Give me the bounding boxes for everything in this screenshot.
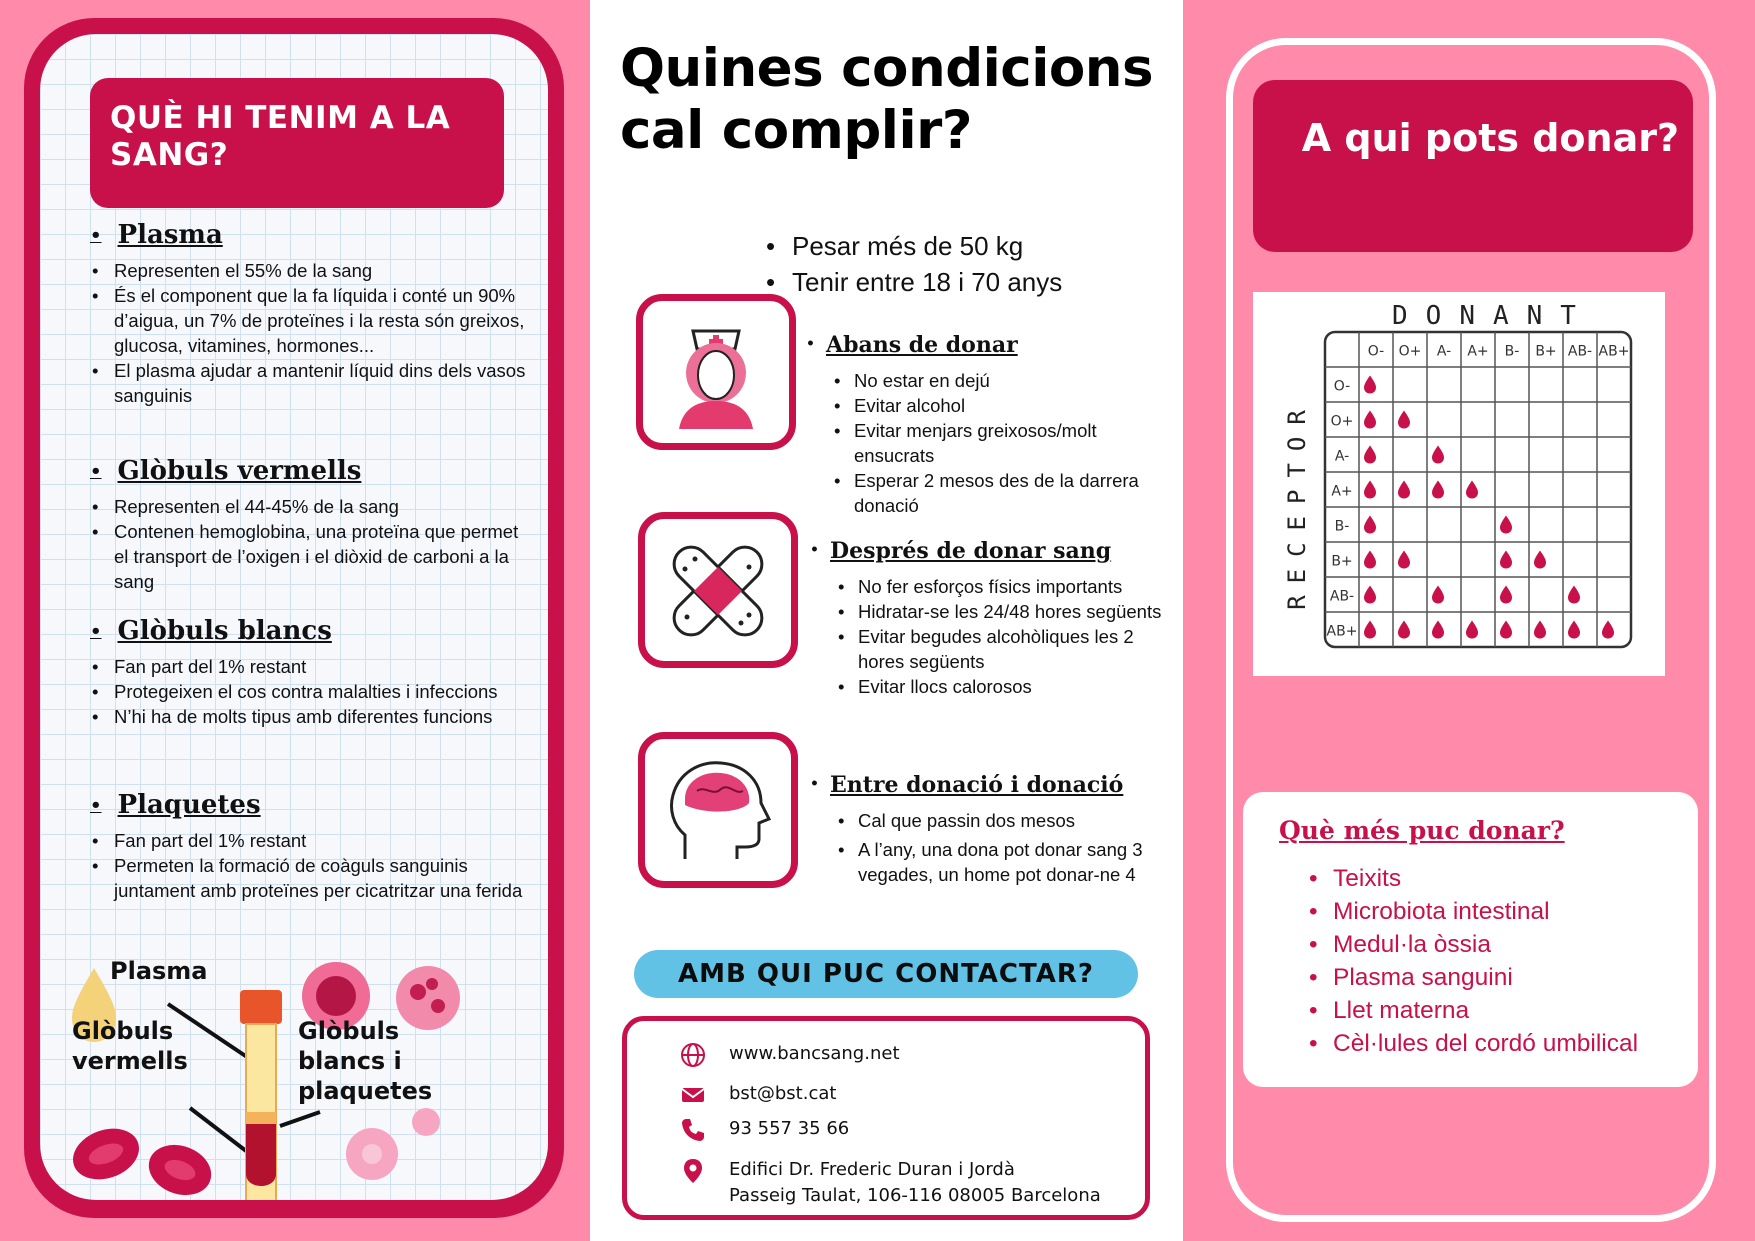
section-red-cells xyxy=(90,456,530,594)
contact-title: AMB QUI PUC CONTACTAR? xyxy=(634,950,1138,998)
blood-drop-mark xyxy=(1432,446,1444,464)
blood-drop-mark xyxy=(1534,551,1546,569)
right-title: A qui pots donar? xyxy=(1301,116,1679,160)
donor-type-label: A- xyxy=(1436,343,1452,360)
list-item: • Evitar llocs calorosos xyxy=(836,674,1176,699)
right-panel xyxy=(1183,0,1755,1241)
donor-type-label: AB+ xyxy=(1598,343,1630,360)
middle-title: Quines condicions cal complir? xyxy=(620,38,1154,161)
list-item: • Evitar alcohol xyxy=(832,393,1172,418)
receiver-label: RECEPTOR xyxy=(1283,398,1311,610)
blood-drop-mark xyxy=(1466,621,1478,639)
blood-drop-mark xyxy=(1364,621,1376,639)
section-plasma xyxy=(90,220,530,408)
receiver-type-label: AB+ xyxy=(1326,623,1358,640)
blood-drop-mark xyxy=(1534,621,1546,639)
left-inner xyxy=(40,34,548,1200)
contact-phone[interactable]: 93 557 35 66 xyxy=(729,1118,850,1139)
list-item: • Medul·la òssia xyxy=(1333,928,1638,961)
nurse-icon-box xyxy=(636,294,796,450)
contact-web-row[interactable] xyxy=(679,1041,900,1069)
receiver-type-label: A+ xyxy=(1331,483,1353,500)
donor-type-label: O- xyxy=(1367,343,1385,360)
donor-type-label: B- xyxy=(1504,343,1520,360)
list-item: • Permeten la formació de coàguls sanguinis juntament amb proteïnes per cicatritzar una ferida xyxy=(90,853,530,903)
list-item: • Protegeixen el cos contra malalties i infeccions xyxy=(90,679,530,704)
brain-head-icon xyxy=(645,739,791,881)
list-item: • És el component que la fa líquida i conté un 90% d’aigua, un 7% de proteïnes i la resta són greixos, glucosa, vitamines, hormones... xyxy=(90,283,530,358)
more-box xyxy=(1243,792,1698,1087)
label-plasma: Plasma xyxy=(110,957,208,985)
list-item: • Teixits xyxy=(1333,862,1638,895)
blood-drop-mark xyxy=(1364,481,1376,499)
blood-drop-mark xyxy=(1500,516,1512,534)
section-between xyxy=(816,772,1176,887)
list-item: • No estar en dejú xyxy=(832,368,1172,393)
section-before xyxy=(812,332,1172,518)
list-item: • No fer esforços físics importants xyxy=(836,574,1176,599)
more-title: Què més puc donar? xyxy=(1279,816,1565,845)
donor-type-label: B+ xyxy=(1535,343,1557,360)
bandage-icon xyxy=(645,519,791,661)
contact-web[interactable]: www.bancsang.net xyxy=(729,1043,900,1064)
section-heading: • Després de donar sang xyxy=(816,538,1176,564)
list-item: • Evitar begudes alcohòliques les 2 hores següents xyxy=(836,624,1176,674)
platelet-icon xyxy=(346,1108,440,1180)
list-item: • Contenen hemoglobina, una proteïna que permet el transport de l’oxigen i el diòxid de carboni a la sang xyxy=(90,519,530,594)
donor-type-label: AB- xyxy=(1567,343,1593,360)
right-title-box xyxy=(1253,80,1693,252)
list-item: • Representen el 55% de la sang xyxy=(90,258,530,283)
section-heading: • Entre donació i donació xyxy=(816,772,1176,798)
section-heading: • Abans de donar xyxy=(812,332,1172,358)
mail-icon xyxy=(679,1081,707,1109)
blood-drop-mark xyxy=(1432,621,1444,639)
condition-item: • Pesar més de 50 kg xyxy=(762,228,1062,264)
list-item: • N’hi ha de molts tipus amb diferentes funcions xyxy=(90,704,530,729)
list-item: • Plasma sanguini xyxy=(1333,961,1638,994)
list-item: • Cal que passin dos mesos xyxy=(836,808,1176,833)
blood-drop-mark xyxy=(1364,586,1376,604)
leader-line xyxy=(280,1112,320,1126)
receiver-type-label: B+ xyxy=(1331,553,1353,570)
label-red-cells: Glòbuls vermells xyxy=(72,1017,188,1075)
blood-drop-mark xyxy=(1398,621,1410,639)
blood-drop-mark xyxy=(1364,446,1376,464)
blood-drop-mark xyxy=(1432,481,1444,499)
list-item: • Cèl·lules del cordó umbilical xyxy=(1333,1027,1638,1060)
blood-drop-mark xyxy=(1500,621,1512,639)
blood-drop-mark xyxy=(1364,411,1376,429)
globe-icon xyxy=(679,1041,707,1069)
compatibility-grid xyxy=(1253,292,1665,676)
blood-drop-mark xyxy=(1602,621,1614,639)
contact-address xyxy=(729,1157,1101,1209)
nurse-icon xyxy=(643,301,789,443)
blood-drop-mark xyxy=(1364,376,1376,394)
blood-drop-mark xyxy=(1568,586,1580,604)
location-pin-icon xyxy=(679,1157,707,1185)
section-heading: • Plaquetes xyxy=(90,790,530,820)
blood-drop-mark xyxy=(1500,586,1512,604)
contact-phone-row[interactable] xyxy=(679,1116,849,1144)
blood-drop-mark xyxy=(1398,551,1410,569)
conditions-list xyxy=(762,228,1062,300)
section-platelets xyxy=(90,790,530,903)
list-item: • Fan part del 1% restant xyxy=(90,654,530,679)
receiver-type-label: A- xyxy=(1334,448,1350,465)
blood-drop-mark xyxy=(1568,621,1580,639)
list-item: • Evitar menjars greixosos/molt ensucrats xyxy=(832,418,1172,468)
receiver-type-label: B- xyxy=(1334,518,1350,535)
left-panel xyxy=(0,0,590,1241)
receiver-type-label: AB- xyxy=(1329,588,1355,605)
list-item: • Representen el 44-45% de la sang xyxy=(90,494,530,519)
section-heading: • Glòbuls blancs xyxy=(90,616,530,646)
blood-drop-mark xyxy=(1364,551,1376,569)
middle-panel xyxy=(590,0,1183,1241)
contact-email[interactable]: bst@bst.cat xyxy=(729,1083,837,1104)
address-line: Passeig Taulat, 106-116 08005 Barcelona xyxy=(729,1185,1101,1206)
test-tube-icon xyxy=(240,990,282,1200)
blood-drop-mark xyxy=(1364,516,1376,534)
left-frame xyxy=(24,18,564,1218)
list-item: • Llet materna xyxy=(1333,994,1638,1027)
label-white-cells: Glòbuls blancs i plaquetes xyxy=(298,1017,433,1105)
condition-item: • Tenir entre 18 i 70 anys xyxy=(762,264,1062,300)
blood-drop-mark xyxy=(1398,411,1410,429)
list-item: • Esperar 2 mesos des de la darrera donació xyxy=(832,468,1172,518)
bandage-icon-box xyxy=(638,512,798,668)
section-heading: • Glòbuls vermells xyxy=(90,456,530,486)
phone-icon xyxy=(679,1116,707,1144)
section-white-cells xyxy=(90,616,530,729)
donor-type-label: A+ xyxy=(1467,343,1489,360)
brain-icon-box xyxy=(638,732,798,888)
contact-email-row[interactable] xyxy=(679,1081,836,1109)
contact-box xyxy=(622,1016,1150,1220)
section-heading: • Plasma xyxy=(90,220,530,250)
address-line: Edifici Dr. Frederic Duran i Jordà xyxy=(729,1159,1015,1180)
receiver-type-label: O+ xyxy=(1330,413,1354,430)
blood-drop-mark xyxy=(1500,551,1512,569)
donor-label: DONANT xyxy=(1392,301,1594,331)
left-title: QUÈ HI TENIM A LA SANG? xyxy=(90,78,504,208)
contact-address-row xyxy=(679,1157,1101,1209)
blood-drop-mark xyxy=(1466,481,1478,499)
receiver-type-label: O- xyxy=(1333,378,1351,395)
section-after xyxy=(816,538,1176,699)
leader-line xyxy=(190,1108,250,1154)
donor-type-label: O+ xyxy=(1398,343,1422,360)
list-item: • Hidratar-se les 24/48 hores següents xyxy=(836,599,1176,624)
blood-drop-mark xyxy=(1398,481,1410,499)
list-item: • A l’any, una dona pot donar sang 3 vegades, un home pot donar-ne 4 xyxy=(836,837,1176,887)
red-cell-icon xyxy=(66,1120,218,1200)
list-item: • Microbiota intestinal xyxy=(1333,895,1638,928)
list-item: • El plasma ajudar a mantenir líquid dins dels vasos sanguinis xyxy=(90,358,530,408)
more-list xyxy=(1333,862,1638,1060)
list-item: • Fan part del 1% restant xyxy=(90,828,530,853)
blood-drop-mark xyxy=(1432,586,1444,604)
compatibility-chart xyxy=(1253,292,1665,676)
